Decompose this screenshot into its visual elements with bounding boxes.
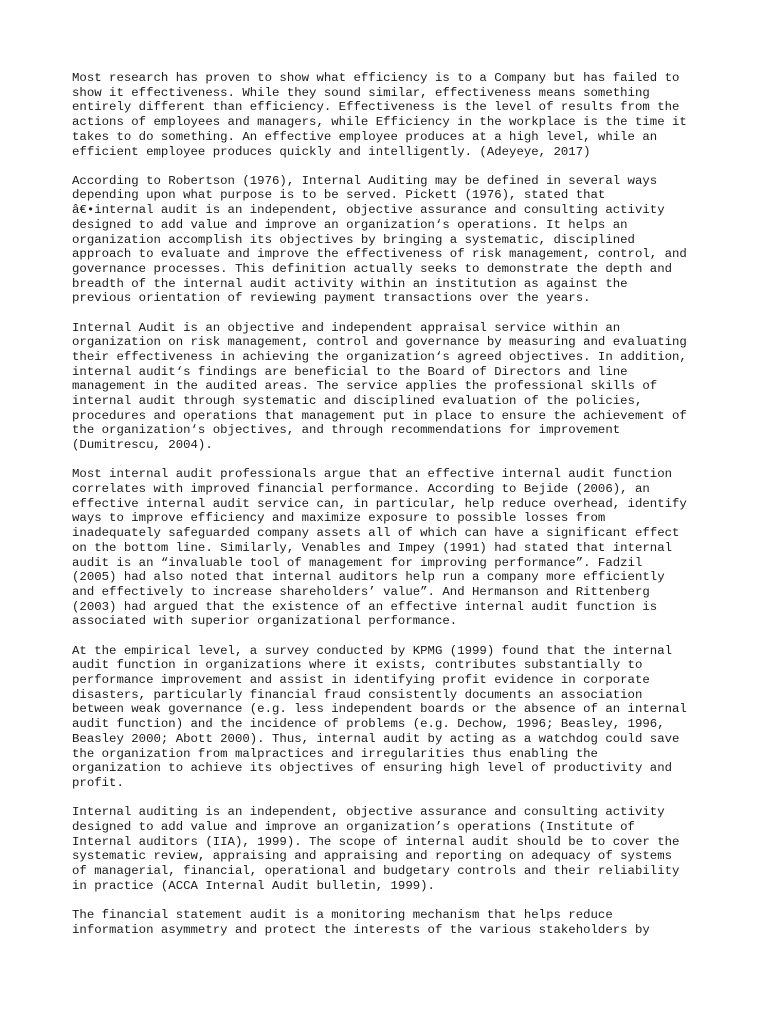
paragraph-efficiency-effectiveness: Most research has proven to show what efficiency is to a Company but has failed to show it effectiveness. While they sound similar, effectiveness means something entirely different than efficiency. Effectiveness is the level of results from the actions of employees and managers, while Efficiency in the workplace is the time it takes to do something. An effective employee produces at a high level, while an efficient employee produces quickly and intelligently. (Adeyeye, 2017)	[72, 71, 687, 159]
paragraph-empirical-level: At the empirical level, a survey conducted by KPMG (1999) found that the internal audit function in organizations where it exists, contributes substantially to performance improvement and assist in identifying profit evidence in corporate disasters, particularly financial fraud consistently documents an association between weak governance (e.g. less independent boards or the absence of an internal audit function) and the incidence of problems (e.g. Dechow, 1996; Beasley, 1996, Beasley 2000; Abott 2000). Thus, internal audit by acting as a watchdog could save the organization from malpractices and irregularities thus enabling the organization to achieve its objectives of ensuring high level of productivity and profit.	[72, 643, 687, 790]
paragraph-iia-definition: Internal auditing is an independent, objective assurance and consulting activity designed to add value and improve an organization’s operations (Institute of Internal auditors (IIA), 1999). The scope of internal audit should be to cover the systematic review, appraising and appraising and reporting on adequacy of systems of managerial, financial, operational and budgetary controls and their reliability in practice (ACCA Internal Audit bulletin, 1999).	[72, 805, 680, 893]
paragraph-internal-auditing-definition: According to Robertson (1976), Internal Auditing may be defined in several ways depending upon what purpose is to be served. Pickett (1976), stated that â€•internal audit is an independent, objective assurance and consulting activity designed to add value and improve an organization‘s operations. It helps an organization accomplish its objectives by bringing a systematic, disciplined approach to evaluate and improve the effectiveness of risk management, control, and governance processes. This definition actually seeks to demonstrate the depth and breadth of the internal audit activity within an institution as against the previous orientation of reviewing payment transactions over the years.	[72, 173, 687, 306]
paragraph-internal-audit-appraisal: Internal Audit is an objective and independent appraisal service within an organization on risk management, control and governance by measuring and evaluating their effectiveness in achieving the organization‘s agreed objectives. In addition, internal audit‘s findings are beneficial to the Board of Directors and line management in the audited areas. The service applies the professional skills of internal audit through systematic and disciplined evaluation of the policies, procedures and operations that management put in place to ensure the achievement of the organization‘s objectives, and through recommendations for improvement (Dumitrescu, 2004).	[72, 320, 687, 453]
paragraph-financial-statement-audit: The financial statement audit is a monitoring mechanism that helps reduce information asymmetry and protect the interests of the various stakeholders by	[72, 907, 650, 937]
document-body	[72, 71, 702, 952]
paragraph-financial-performance: Most internal audit professionals argue that an effective internal audit function correlates with improved financial performance. According to Bejide (2006), an effective internal audit service can, in particular, help reduce overhead, identify ways to improve efficiency and maximize exposure to possible losses from inadequately safeguarded company assets all of which can have a significant effect on the bottom line. Similarly, Venables and Impey (1991) had stated that internal audit is an “invaluable tool of management for improving performance”. Fadzil (2005) had also noted that internal auditors help run a company more efficiently and effectively to increase shareholders’ value”. And Hermanson and Rittenberg (2003) had argued that the existence of an effective internal audit function is associated with superior organizational performance.	[72, 467, 687, 629]
